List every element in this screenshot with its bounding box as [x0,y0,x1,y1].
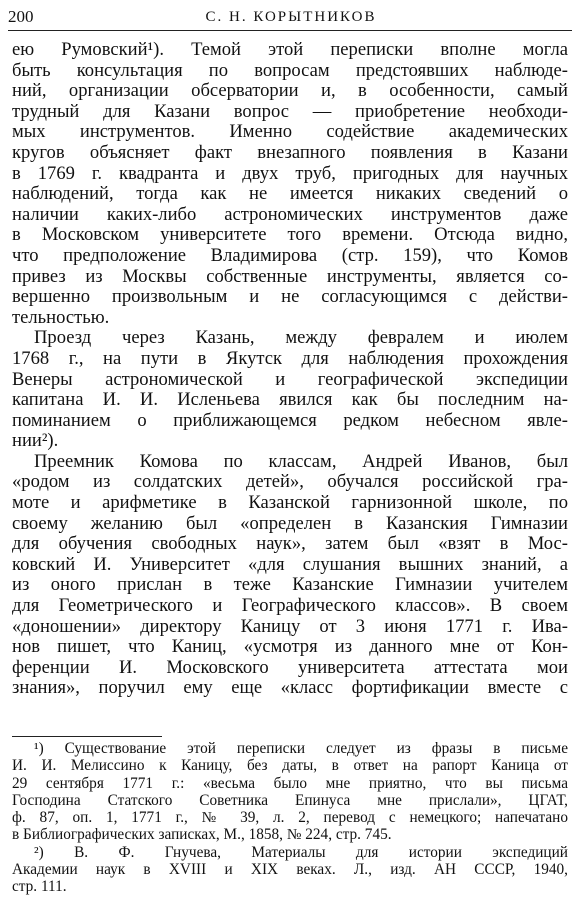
text-line: кругов объясняет факт внезапного появления в Казани [12,142,568,163]
text-line: трудный для Казани вопрос — приобретение необходи- [12,101,568,122]
text-line: ковский И. Университет «для слушания вышних знаний, а [12,554,568,575]
text-line: для Геометрического и Географического классов». В своем [12,596,568,617]
text-line: нов пишет, что Каниц, «усмотря из данного мне от Кон- [12,637,568,658]
text-line: наблюдений, тогда как не имеется никаких сведений о [12,184,568,205]
footnote-line: И. И. Мелиссино к Каницу, без даты, в ответ на рапорт Каница от [12,757,568,775]
text-line: что предположение Владимирова (стр. 159), что Комов [12,245,568,266]
text-line: поминанием о приближающемся редком небесном явле- [12,410,568,431]
text-line: мых инструментов. Именно содействие академических [12,122,568,143]
text-line: ею Румовский¹). Темой этой переписки вполне могла [12,40,568,60]
text-line: «доношении» директору Каницу от 3 июня 1771 г. Ива- [12,616,568,637]
footnote-line: Господина Статского Советника Епинуса мне прислали», ЦГАТ, [12,791,568,809]
text-line: для обучения свободных наук», затем был «взят в Мос- [12,534,568,555]
page-number: 200 [8,7,34,26]
text-line: вершенно произвольным и не согласующимся с действи- [12,287,568,308]
text-line: наличии каких-либо астрономических инструментов даже [12,204,568,225]
text-line: ний, организации обсерватории и, в особенности, самый [12,81,568,102]
footnote-line: стр. 111. [12,878,67,896]
text-line: нии²). [12,431,59,452]
footnote-line: ¹) Существование этой переписки следует из фразы в письме [34,740,568,757]
running-head: С. Н. КОРЫТНИКОВ [205,9,377,25]
text-line: Венеры астрономической и географической экспедиции [12,369,568,390]
footnote-line: Академии наук в XVIII и XIX веках. Л., изд. АН СССР, 1940, [12,861,568,879]
text-line: тельностью. [12,307,110,328]
text-line: моте и арифметике в Казанской гарнизонной школе, по [12,493,568,514]
text-line: ференции И. Московского университета аттестата мои [12,657,568,678]
text-line: Преемник Комова по классам, Андрей Иванов, был [34,451,568,472]
footnote-rule [12,736,162,737]
header-rule [8,30,572,31]
text-line: Проезд через Казань, между февралем и июлем [34,328,568,349]
text-line: «родом из солдатских детей», обучался российской гра- [12,472,568,493]
page-header [8,6,574,28]
footnote-line: ²) В. Ф. Гнучева, Материалы для истории экспедиций [34,843,568,861]
text-line: в Московском университете того времени. Отсюда видно, [12,225,568,246]
text-line: из оного прислан в теже Казанские Гимназии учителем [12,575,568,596]
text-line: своему желанию был «определен в Казанския Гимназии [12,513,568,534]
text-line: знания», поручил ему еще «класс фортификации вместе с [12,678,568,699]
text-line: капитана И. И. Исленьева явился как бы последним на- [12,390,568,411]
text-line: быть консультация по вопросам предстоявших наблюде- [12,60,568,81]
text-line: 1768 г., на пути в Якутск для наблюдения прохождения [12,348,568,369]
text-line: привез из Москвы собственные инструменты, является со- [12,266,568,287]
footnote-line: ф. 87, оп. 1, 1771 г., № 39, л. 2, перевод с немецкого; напечатано [12,809,568,827]
main-text [12,40,568,699]
text-line: в 1769 г. квадранта и двух труб, пригодных для научных [12,163,568,184]
footnote-line: в Библиографических записках, М., 1858, № 224, стр. 745. [12,826,392,844]
footnotes [12,740,568,896]
footnote-line: 29 сентября 1771 г.: «весьма было мне приятно, что вы письма [12,774,568,792]
